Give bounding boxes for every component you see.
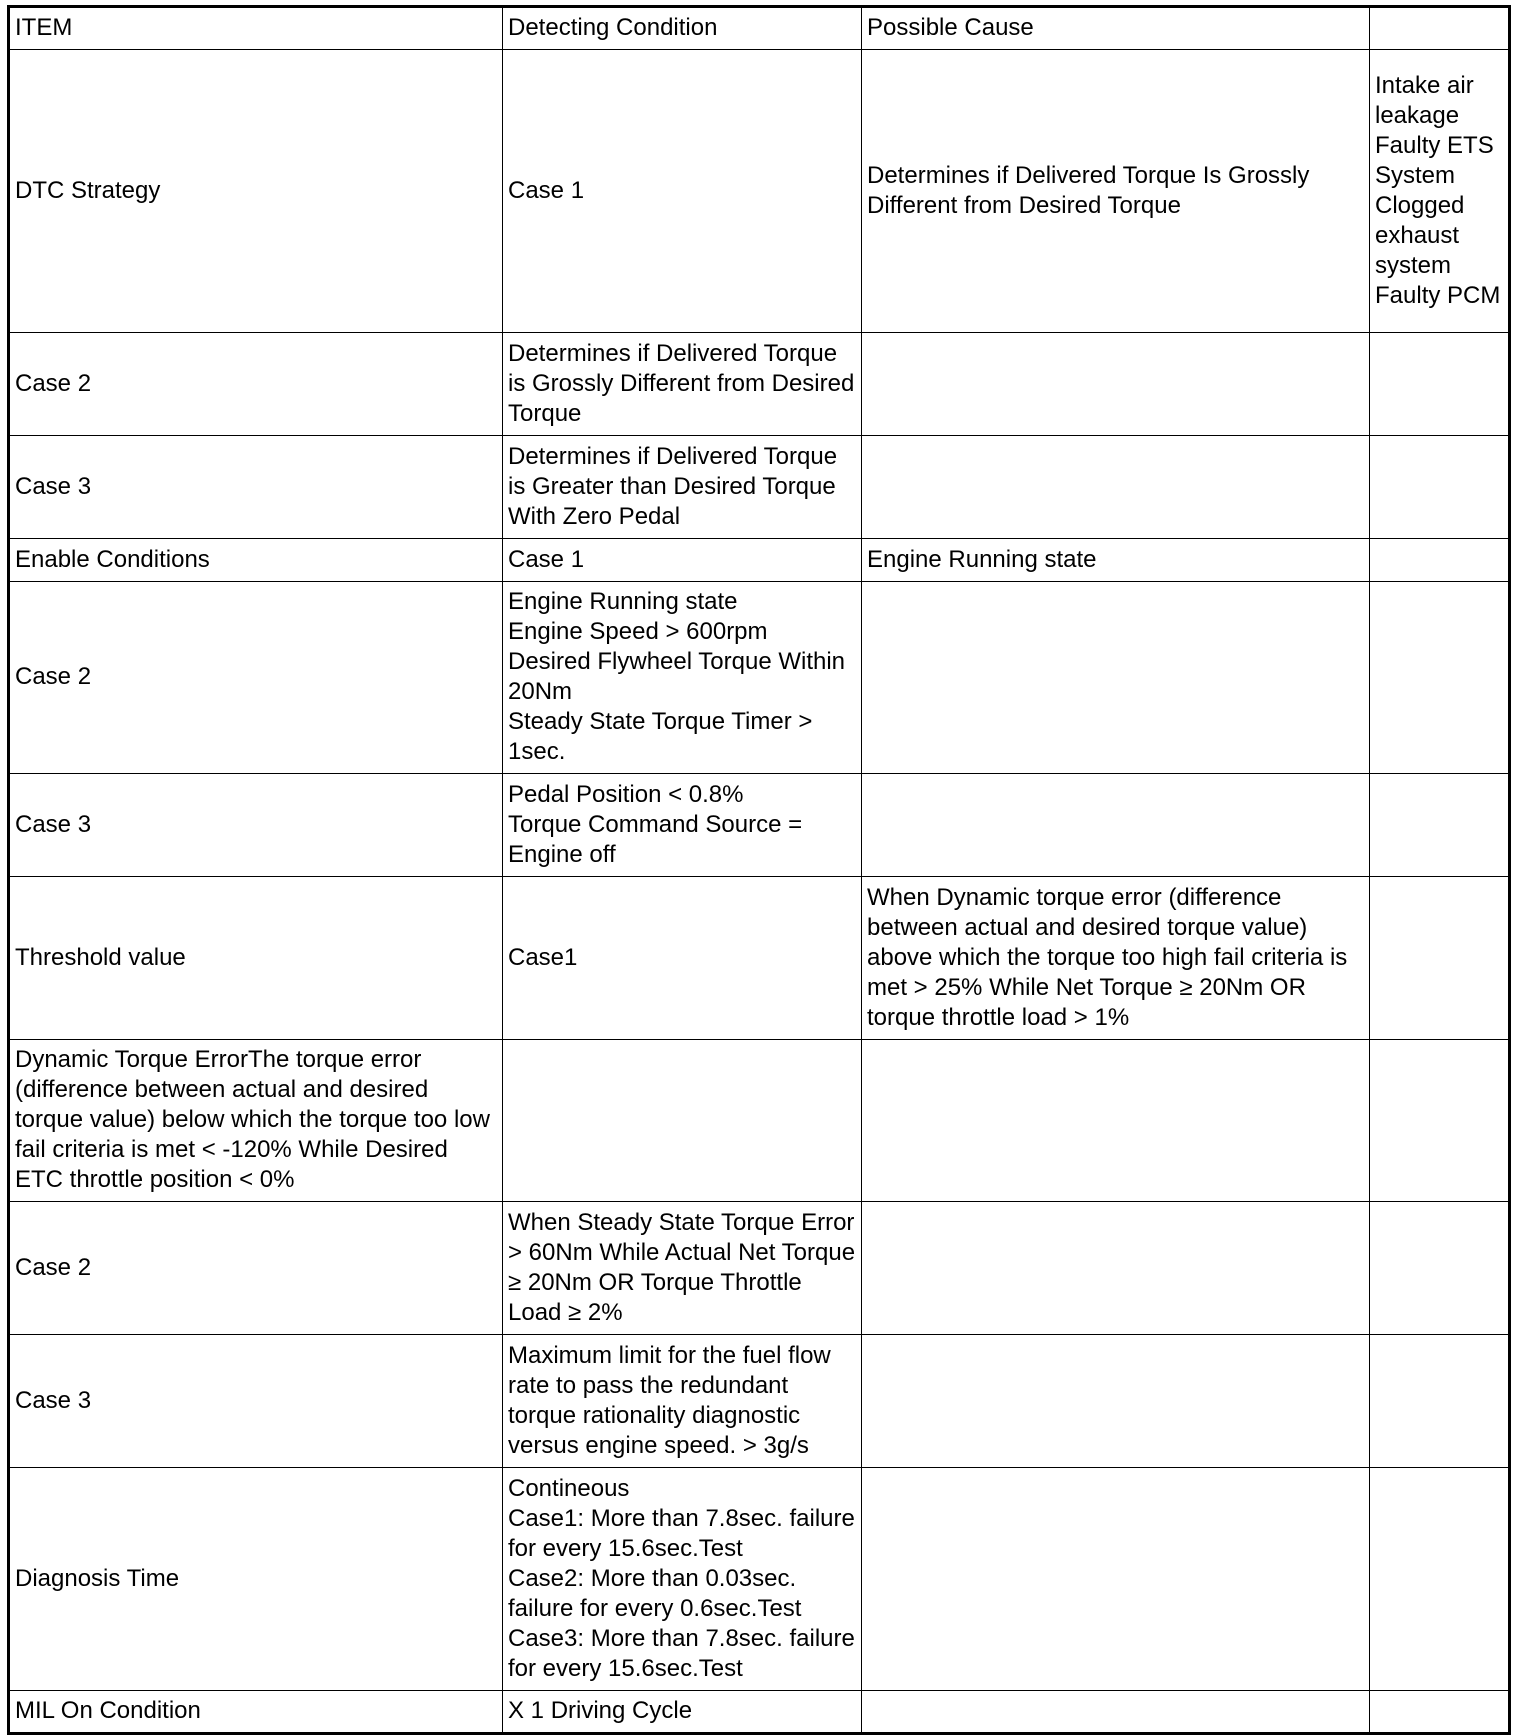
table-row xyxy=(9,1468,1510,1691)
cause-cell: When Dynamic torque error (difference between actual and desired torque value) above which the torque too high fail criteria is met > 25% While Net Torque ≥ 20Nm OR torque throttle load > 1% xyxy=(862,877,1370,1040)
extra-cell xyxy=(1370,774,1510,877)
cause-cell xyxy=(862,1040,1370,1202)
extra-cell xyxy=(1370,1335,1510,1468)
header-extra xyxy=(1370,7,1510,50)
cause-cell xyxy=(862,436,1370,539)
detecting-cell: Pedal Position < 0.8% Torque Command Source = Engine off xyxy=(503,774,862,877)
detecting-cell: Determines if Delivered Torque is Greater than Desired Torque With Zero Pedal xyxy=(503,436,862,539)
diagnostic-table xyxy=(7,5,1511,1735)
cause-cell xyxy=(862,774,1370,877)
item-cell: MIL On Condition xyxy=(9,1691,503,1734)
extra-cell xyxy=(1370,1691,1510,1734)
detecting-cell xyxy=(503,1040,862,1202)
table-row xyxy=(9,1691,1510,1734)
header-item: ITEM xyxy=(9,7,503,50)
extra-cell xyxy=(1370,333,1510,436)
cause-cell xyxy=(862,1468,1370,1691)
item-cell: Case 2 xyxy=(9,1202,503,1335)
detecting-cell: When Steady State Torque Error > 60Nm While Actual Net Torque ≥ 20Nm OR Torque Throttle Load ≥ 2% xyxy=(503,1202,862,1335)
detecting-cell: Case 1 xyxy=(503,539,862,582)
detecting-cell: Contineous Case1: More than 7.8sec. failure for every 15.6sec.Test Case2: More than 0.03sec. failure for every 0.6sec.Test Case3: More than 7.8sec. failure for every 15.6sec.Test xyxy=(503,1468,862,1691)
cause-cell xyxy=(862,1691,1370,1734)
detecting-cell: Case 1 xyxy=(503,50,862,333)
cause-cell: Determines if Delivered Torque Is Grossly Different from Desired Torque xyxy=(862,50,1370,333)
extra-cell xyxy=(1370,877,1510,1040)
cause-cell xyxy=(862,1202,1370,1335)
table-row xyxy=(9,774,1510,877)
item-cell: DTC Strategy xyxy=(9,50,503,333)
extra-cell xyxy=(1370,539,1510,582)
table-row xyxy=(9,1335,1510,1468)
item-cell: Case 3 xyxy=(9,436,503,539)
item-cell: Case 3 xyxy=(9,1335,503,1468)
detecting-cell: Engine Running state Engine Speed > 600rpm Desired Flywheel Torque Within 20Nm Steady State Torque Timer > 1sec. xyxy=(503,582,862,774)
extra-cell xyxy=(1370,436,1510,539)
header-row xyxy=(9,7,1510,50)
detecting-cell: X 1 Driving Cycle xyxy=(503,1691,862,1734)
table-row xyxy=(9,1202,1510,1335)
extra-cell xyxy=(1370,1202,1510,1335)
header-possible-cause: Possible Cause xyxy=(862,7,1370,50)
item-cell: Diagnosis Time xyxy=(9,1468,503,1691)
table-row xyxy=(9,582,1510,774)
detecting-cell: Maximum limit for the fuel flow rate to pass the redundant torque rationality diagnostic versus engine speed. > 3g/s xyxy=(503,1335,862,1468)
extra-cell xyxy=(1370,1468,1510,1691)
item-cell: Case 2 xyxy=(9,582,503,774)
table-row xyxy=(9,333,1510,436)
extra-cell: Intake air leakage Faulty ETS System Clogged exhaust system Faulty PCM xyxy=(1370,50,1510,333)
cause-cell xyxy=(862,1335,1370,1468)
cause-cell xyxy=(862,582,1370,774)
item-cell: Dynamic Torque ErrorThe torque error (difference between actual and desired torque value) below which the torque too low fail criteria is met < -120% While Desired ETC throttle position < 0% xyxy=(9,1040,503,1202)
table-row xyxy=(9,436,1510,539)
cause-cell: Engine Running state xyxy=(862,539,1370,582)
detecting-cell: Case1 xyxy=(503,877,862,1040)
table-row xyxy=(9,539,1510,582)
cause-cell xyxy=(862,333,1370,436)
header-detecting-condition: Detecting Condition xyxy=(503,7,862,50)
table-row xyxy=(9,50,1510,333)
detecting-cell: Determines if Delivered Torque is Grossly Different from Desired Torque xyxy=(503,333,862,436)
item-cell: Case 3 xyxy=(9,774,503,877)
table-row xyxy=(9,877,1510,1040)
item-cell: Enable Conditions xyxy=(9,539,503,582)
extra-cell xyxy=(1370,582,1510,774)
extra-cell xyxy=(1370,1040,1510,1202)
item-cell: Threshold value xyxy=(9,877,503,1040)
item-cell: Case 2 xyxy=(9,333,503,436)
table-row xyxy=(9,1040,1510,1202)
